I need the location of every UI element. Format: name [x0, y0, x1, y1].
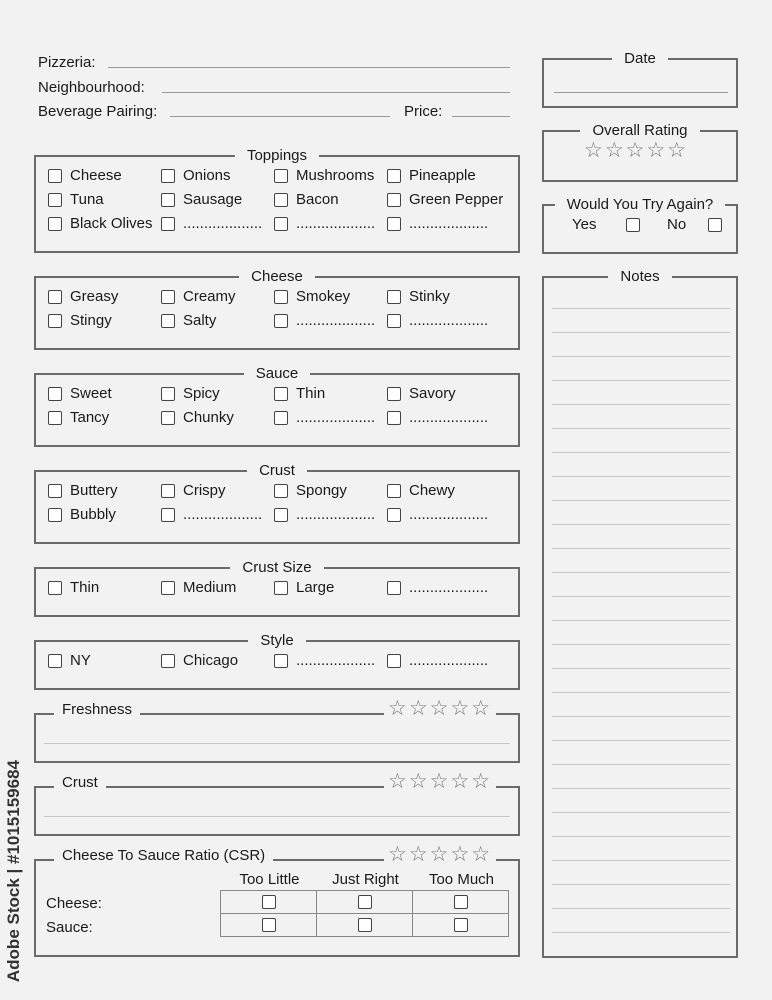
checkbox[interactable]	[387, 193, 401, 207]
checkbox[interactable]	[454, 918, 468, 932]
cheese-blank-1[interactable]: ...................	[274, 312, 375, 330]
cheese-title: Cheese	[36, 268, 518, 286]
cheese-blank-2[interactable]: ...................	[387, 312, 488, 330]
crust-blank-1[interactable]: ...................	[161, 506, 262, 524]
overall-rating-box	[542, 122, 738, 182]
sauce-blank-2[interactable]: ...................	[387, 409, 488, 427]
freshness-stars[interactable]: ☆☆☆☆☆	[384, 698, 496, 720]
checkbox[interactable]	[161, 387, 175, 401]
neighbourhood-label: Neighbourhood:	[38, 79, 145, 96]
freshness-label: Freshness	[54, 701, 140, 719]
checkbox[interactable]	[161, 169, 175, 183]
topping-green-pepper[interactable]: Green Pepper	[387, 191, 503, 209]
crust-rating-notes-line[interactable]	[44, 816, 510, 817]
notes-line[interactable]	[552, 788, 730, 789]
notes-line[interactable]	[552, 716, 730, 717]
checkbox[interactable]	[274, 654, 288, 668]
topping-sausage[interactable]: Sausage	[161, 191, 242, 209]
crust-size-blank[interactable]: ...................	[387, 579, 488, 597]
checkbox[interactable]	[48, 508, 62, 522]
checkbox[interactable]	[274, 193, 288, 207]
date-box	[542, 50, 738, 108]
checkbox[interactable]	[387, 217, 401, 231]
notes-line[interactable]	[552, 932, 730, 933]
checkbox[interactable]	[274, 411, 288, 425]
checkbox[interactable]	[387, 169, 401, 183]
notes-line[interactable]	[552, 572, 730, 573]
try-again-yes[interactable]	[572, 216, 648, 234]
topping-black-olives[interactable]: Black Olives	[48, 215, 153, 233]
notes-box	[542, 268, 738, 958]
checkbox[interactable]	[161, 654, 175, 668]
crust-bubbly[interactable]: Bubbly	[48, 506, 116, 524]
checkbox[interactable]	[387, 411, 401, 425]
sauce-blank-1[interactable]: ...................	[274, 409, 375, 427]
freshness-notes-line[interactable]	[44, 743, 510, 744]
topping-blank-3[interactable]: ...................	[387, 215, 488, 233]
csr-cell[interactable]	[221, 914, 317, 937]
watermark-text: Adobe Stock | #1015159684	[4, 760, 23, 983]
sauce-thin[interactable]: Thin	[274, 385, 325, 403]
checkbox[interactable]	[262, 895, 276, 909]
beverage-field[interactable]	[170, 116, 390, 117]
sauce-tancy[interactable]: Tancy	[48, 409, 109, 427]
checkbox[interactable]	[161, 581, 175, 595]
notes-line[interactable]	[552, 812, 730, 813]
csr-cell[interactable]	[413, 891, 509, 914]
topping-mushrooms[interactable]: Mushrooms	[274, 167, 374, 185]
topping-blank-1[interactable]: ...................	[161, 215, 262, 233]
style-blank-2[interactable]: ...................	[387, 652, 488, 670]
checkbox[interactable]	[274, 387, 288, 401]
notes-line[interactable]	[552, 428, 730, 429]
date-title: Date	[544, 50, 736, 68]
checkbox[interactable]	[387, 290, 401, 304]
notes-line[interactable]	[552, 908, 730, 909]
checkbox[interactable]	[274, 508, 288, 522]
checkbox[interactable]	[358, 918, 372, 932]
pizzeria-label: Pizzeria:	[38, 54, 96, 71]
checkbox[interactable]	[48, 193, 62, 207]
csr-col-too-little: Too Little	[239, 871, 300, 888]
yes-checkbox[interactable]	[626, 218, 640, 232]
checkbox[interactable]	[387, 484, 401, 498]
csr-label: Cheese To Sauce Ratio (CSR)	[54, 847, 273, 865]
freshness-box	[34, 713, 520, 763]
csr-grid	[220, 890, 509, 937]
checkbox[interactable]	[161, 484, 175, 498]
cheese-stingy[interactable]: Stingy	[48, 312, 112, 330]
price-field[interactable]	[452, 116, 510, 117]
checkbox[interactable]	[358, 895, 372, 909]
notes-line[interactable]	[552, 860, 730, 861]
crust-rating-label: Crust	[54, 774, 106, 792]
checkbox[interactable]	[274, 169, 288, 183]
pizzeria-field[interactable]	[108, 67, 510, 68]
topping-onions[interactable]: Onions	[161, 167, 231, 185]
topping-tuna[interactable]: Tuna	[48, 191, 104, 209]
crust-size-title: Crust Size	[36, 559, 518, 577]
checkbox[interactable]	[262, 918, 276, 932]
table-row	[221, 914, 509, 937]
neighbourhood-field[interactable]	[162, 92, 510, 93]
checkbox[interactable]	[161, 217, 175, 231]
csr-row-cheese: Cheese:	[46, 895, 102, 912]
try-again-title: Would You Try Again?	[544, 196, 736, 214]
style-title: Style	[36, 632, 518, 650]
checkbox[interactable]	[48, 654, 62, 668]
sauce-spicy[interactable]: Spicy	[161, 385, 220, 403]
crust-rating-box	[34, 786, 520, 836]
crust-size-large[interactable]: Large	[274, 579, 334, 597]
checkbox[interactable]	[387, 314, 401, 328]
cheese-smokey[interactable]: Smokey	[274, 288, 350, 306]
topping-blank-2[interactable]: ...................	[274, 215, 375, 233]
notes-line[interactable]	[552, 548, 730, 549]
no-label: No	[667, 216, 687, 233]
overall-rating-stars[interactable]: ☆☆☆☆☆	[584, 139, 689, 162]
notes-line[interactable]	[552, 764, 730, 765]
crust-size-thin[interactable]: Thin	[48, 579, 99, 597]
csr-cell[interactable]	[413, 914, 509, 937]
checkbox[interactable]	[161, 508, 175, 522]
cheese-creamy[interactable]: Creamy	[161, 288, 236, 306]
notes-line[interactable]	[552, 596, 730, 597]
cheese-stinky[interactable]: Stinky	[387, 288, 450, 306]
checkbox[interactable]	[161, 290, 175, 304]
notes-line[interactable]	[552, 356, 730, 357]
crust-spongy[interactable]: Spongy	[274, 482, 347, 500]
sauce-savory[interactable]: Savory	[387, 385, 456, 403]
csr-cell[interactable]	[221, 891, 317, 914]
cheese-salty[interactable]: Salty	[161, 312, 216, 330]
crust-title: Crust	[36, 462, 518, 480]
checkbox[interactable]	[274, 290, 288, 304]
notes-line[interactable]	[552, 308, 730, 309]
checkbox[interactable]	[48, 290, 62, 304]
csr-row-sauce: Sauce:	[46, 919, 93, 936]
style-ny[interactable]: NY	[48, 652, 91, 670]
notes-line[interactable]	[552, 524, 730, 525]
notes-line[interactable]	[552, 476, 730, 477]
notes-line[interactable]	[552, 836, 730, 837]
checkbox[interactable]	[274, 217, 288, 231]
crust-crispy[interactable]: Crispy	[161, 482, 226, 500]
checkbox[interactable]	[454, 895, 468, 909]
checkbox[interactable]	[48, 387, 62, 401]
notes-line[interactable]	[552, 452, 730, 453]
crust-blank-3[interactable]: ...................	[387, 506, 488, 524]
notes-line[interactable]	[552, 380, 730, 381]
checkbox[interactable]	[48, 484, 62, 498]
csr-col-too-much: Too Much	[428, 871, 495, 888]
csr-cell[interactable]	[317, 891, 413, 914]
crust-buttery[interactable]: Buttery	[48, 482, 118, 500]
yes-label: Yes	[572, 216, 597, 233]
checkbox[interactable]	[387, 654, 401, 668]
crust-rating-stars[interactable]: ☆☆☆☆☆	[384, 771, 496, 793]
table-row	[221, 891, 509, 914]
checkbox[interactable]	[387, 387, 401, 401]
crust-size-medium[interactable]: Medium	[161, 579, 236, 597]
checkbox[interactable]	[48, 581, 62, 595]
topping-cheese[interactable]: Cheese	[48, 167, 122, 185]
checkbox[interactable]	[161, 411, 175, 425]
notes-line[interactable]	[552, 620, 730, 621]
sauce-sweet[interactable]: Sweet	[48, 385, 112, 403]
csr-col-just-right: Just Right	[332, 871, 399, 888]
sauce-title: Sauce	[36, 365, 518, 383]
style-chicago[interactable]: Chicago	[161, 652, 238, 670]
beverage-label: Beverage Pairing:	[38, 103, 158, 120]
checkbox[interactable]	[48, 169, 62, 183]
checkbox[interactable]	[274, 581, 288, 595]
checkbox[interactable]	[161, 314, 175, 328]
notes-line[interactable]	[552, 884, 730, 885]
date-field[interactable]	[554, 92, 728, 93]
style-blank-1[interactable]: ...................	[274, 652, 375, 670]
checkbox[interactable]	[387, 581, 401, 595]
topping-pineapple[interactable]: Pineapple	[387, 167, 476, 185]
crust-chewy[interactable]: Chewy	[387, 482, 455, 500]
toppings-title: Toppings	[36, 147, 518, 165]
checkbox[interactable]	[48, 314, 62, 328]
notes-line[interactable]	[552, 740, 730, 741]
notes-line[interactable]	[552, 644, 730, 645]
price-label: Price:	[404, 103, 443, 120]
notes-line[interactable]	[552, 668, 730, 669]
topping-bacon[interactable]: Bacon	[274, 191, 339, 209]
csr-stars[interactable]: ☆☆☆☆☆	[384, 844, 496, 866]
checkbox[interactable]	[387, 508, 401, 522]
checkbox[interactable]	[274, 314, 288, 328]
overall-rating-title: Overall Rating	[544, 122, 736, 140]
notes-line[interactable]	[552, 692, 730, 693]
checkbox[interactable]	[48, 217, 62, 231]
sauce-chunky[interactable]: Chunky	[161, 409, 234, 427]
try-again-box	[542, 196, 738, 254]
notes-line[interactable]	[552, 500, 730, 501]
csr-cell[interactable]	[317, 914, 413, 937]
cheese-greasy[interactable]: Greasy	[48, 288, 118, 306]
notes-line[interactable]	[552, 404, 730, 405]
notes-title: Notes	[544, 268, 736, 286]
notes-line[interactable]	[552, 332, 730, 333]
checkbox[interactable]	[161, 193, 175, 207]
no-checkbox[interactable]	[708, 218, 722, 232]
checkbox[interactable]	[274, 484, 288, 498]
try-again-no[interactable]	[667, 216, 730, 234]
crust-blank-2[interactable]: ...................	[274, 506, 375, 524]
checkbox[interactable]	[48, 411, 62, 425]
